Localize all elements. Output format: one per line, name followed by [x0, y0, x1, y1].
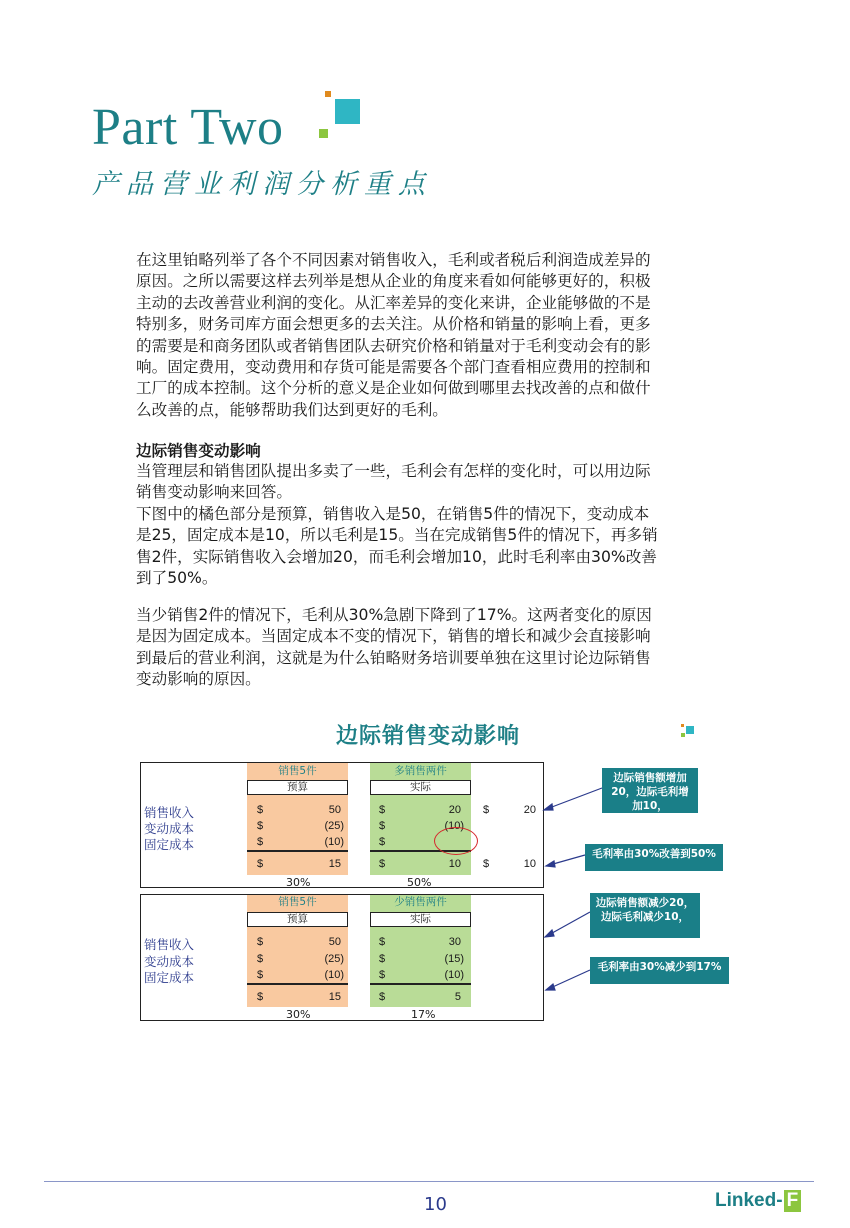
top-actual-variable: (10)	[444, 820, 464, 832]
top-budget-fixed: (10)	[324, 836, 344, 848]
page-title-en: Part Two	[92, 99, 284, 156]
bottom-budget-fixed: (10)	[324, 969, 344, 981]
bottom-budget-revenue: 50	[328, 936, 341, 948]
currency-symbol: $	[257, 991, 264, 1003]
text-line: 变动影响的原因。	[136, 670, 261, 689]
currency-symbol: $	[379, 936, 386, 948]
text-line: 主动的去改善营业利润的变化。从汇率差异的变化来讲，企业能够做的不是	[136, 293, 651, 312]
text-line: 是因为固定成本。当固定成本不变的情况下，销售的增长和减少会直接影响	[136, 627, 651, 646]
currency-symbol: $	[483, 804, 490, 816]
text-line: 下图中的橘色部分是预算，销售收入是50，在销售5件的情况下，变动成本	[136, 504, 650, 523]
brand-text: Linked-	[715, 1190, 783, 1211]
bottom-actual-profit: 5	[454, 991, 461, 1003]
bottom-budget-profit: 15	[328, 991, 341, 1003]
top-actual-revenue: 20	[448, 804, 461, 816]
top-budget-revenue: 50	[328, 804, 341, 816]
top-diff-profit: 10	[523, 858, 536, 870]
row-label-variable-cost: 变动成本	[144, 954, 195, 969]
currency-symbol: $	[257, 820, 264, 832]
text-line: 在这里铂略列举了各个不同因素对销售收入，毛利或者税后利润造成差异的	[136, 251, 651, 269]
text-line: 到了50%。	[136, 569, 218, 588]
brand-f-mark: F	[784, 1190, 802, 1212]
currency-symbol: $	[379, 953, 386, 965]
bottom-budget-variable: (25)	[324, 953, 344, 965]
currency-symbol: $	[379, 991, 386, 1003]
text-line: 工厂的成本控制。这个分析的意义是企业如何做到哪里去找改善的点和做什	[136, 379, 651, 398]
top-col1-label: 销售5件	[278, 765, 317, 777]
callout-decrease: 边际销售额减少20，边际毛利减少10，	[590, 893, 700, 938]
top-col2-label: 多销售两件	[394, 765, 447, 777]
callout-margin-improve: 毛利率由30%改善到50%	[585, 844, 723, 871]
text-line: 么改善的点，能够帮助我们达到更好的毛利。	[136, 400, 448, 419]
text-line: 销售变动影响来回答。	[136, 483, 292, 502]
top-pct-actual: 50%	[407, 876, 432, 889]
top-col2-header: 实际	[370, 780, 471, 795]
bottom-col1-label: 销售5件	[278, 896, 317, 908]
bottom-actual-fixed: (10)	[444, 969, 464, 981]
currency-symbol: $	[379, 804, 386, 816]
arrow-head-3	[545, 930, 554, 937]
top-budget-profit: 15	[328, 858, 341, 870]
text-line: 是25，固定成本是10，所以毛利是15。当在完成销售5件的情况下，再多销	[136, 526, 658, 545]
text-line: 当管理层和销售团队提出多卖了一些，毛利会有怎样的变化时，可以用边际	[136, 462, 651, 480]
text-line: 原因。之所以需要这样去列举是想从企业的角度来看如何能够更好的，积极	[136, 272, 651, 291]
text-line: 响。固定费用，变动费用和存货可能是需要各个部门查看相应费用的控制和	[136, 358, 651, 377]
currency-symbol: $	[257, 936, 264, 948]
text-line: 当少销售2件的情况下，毛利从30%急剧下降到了17%。这两者变化的原因	[136, 606, 652, 624]
arrow-head-1	[544, 804, 553, 810]
row-label-revenue: 销售收入	[144, 937, 195, 952]
bottom-actual-variable: (15)	[444, 953, 464, 965]
text-line: 特别多，财务司库方面会想更多的去关注。从价格和销量的影响上看，更多	[136, 315, 651, 334]
top-budget-variable: (25)	[324, 820, 344, 832]
footer-rule	[44, 1181, 814, 1182]
row-label-variable-cost: 变动成本	[144, 821, 195, 836]
row-label-fixed-cost: 固定成本	[144, 837, 195, 852]
top-col1-header: 预算	[247, 780, 348, 795]
bottom-col2-label: 少销售两件	[394, 896, 447, 908]
arrow-head-2	[546, 861, 555, 867]
currency-symbol: $	[379, 858, 386, 870]
arrow-head-4	[546, 984, 555, 990]
top-actual-profit: 10	[448, 858, 461, 870]
currency-symbol: $	[379, 836, 386, 848]
text-line: 的需要是和商务团队或者销售团队去研究价格和销量对于毛利变动会有的影	[136, 336, 651, 355]
bottom-actual-revenue: 30	[448, 936, 461, 948]
bottom-col2-header: 实际	[370, 912, 471, 927]
bottom-pct-actual: 17%	[411, 1008, 436, 1021]
bottom-col1-header: 预算	[247, 912, 348, 927]
page-title-zh: 产品营业利润分析重点	[92, 169, 432, 200]
row-label-revenue: 销售收入	[144, 805, 195, 820]
callout-increase: 边际销售额增加20，边际毛利增加10，	[602, 768, 698, 813]
currency-symbol: $	[483, 858, 490, 870]
currency-symbol: $	[379, 969, 386, 981]
top-pct-budget: 30%	[286, 876, 311, 889]
figure-title: 边际销售变动影响	[336, 723, 521, 749]
currency-symbol: $	[257, 836, 264, 848]
top-diff-revenue: 20	[523, 804, 536, 816]
page-number: 10	[424, 1194, 447, 1215]
currency-symbol: $	[379, 820, 386, 832]
text-line: 售2件，实际销售收入会增加20，而毛利会增加10，此时毛利率由30%改善	[136, 547, 657, 566]
currency-symbol: $	[257, 858, 264, 870]
currency-symbol: $	[257, 804, 264, 816]
brand-logo	[715, 1190, 801, 1212]
bottom-pct-budget: 30%	[286, 1008, 311, 1021]
row-label-fixed-cost: 固定成本	[144, 970, 195, 985]
currency-symbol: $	[257, 969, 264, 981]
currency-symbol: $	[257, 953, 264, 965]
text-line: 到最后的营业利润，这就是为什么铂略财务培训要单独在这里讨论边际销售	[136, 648, 651, 667]
callout-margin-decline: 毛利率由30%减少到17%	[590, 957, 729, 984]
section-heading: 边际销售变动影响	[136, 442, 261, 460]
